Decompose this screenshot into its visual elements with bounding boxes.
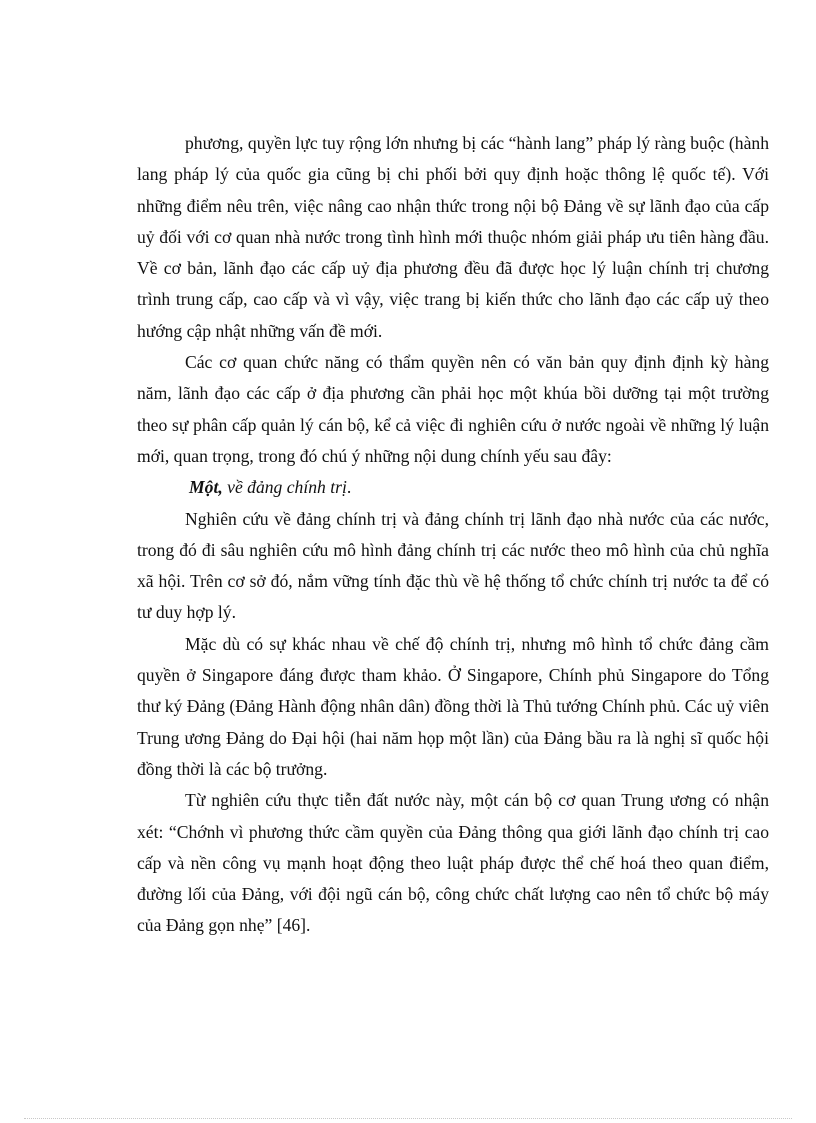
paragraph: phương, quyền lực tuy rộng lớn nhưng bị các “hành lang” pháp lý ràng buộc (hành lang pháp lý của quốc gia cũng bị chi phối bởi quy định hoặc thông lệ quốc tế). Với những điểm nêu trên, việc nâng cao nhận thức trong nội bộ Đảng về sự lãnh đạo của cấp uỷ đối với cơ quan nhà nước trong tình hình mới thuộc nhóm giải pháp ưu tiên hàng đầu. Về cơ bản, lãnh đạo các cấp uỷ địa phương đều đã được học lý luận chính trị chương trình trung cấp, cao cấp và vì vậy, việc trang bị kiến thức cho lãnh đạo các cấp uỷ theo hướng cập nhật những vấn đề mới. xyxy=(137,133,769,341)
footer-divider xyxy=(24,1118,792,1119)
section-heading xyxy=(137,472,769,503)
heading-title: về đảng chính trị xyxy=(222,477,347,498)
body-text xyxy=(137,128,769,942)
heading-number: Một, xyxy=(189,477,223,498)
paragraph: Nghiên cứu về đảng chính trị và đảng chính trị lãnh đạo nhà nước của các nước, trong đó đi sâu nghiên cứu mô hình đảng chính trị các nước theo mô hình của chủ nghĩa xã hội. Trên cơ sở đó, nắm vững tính đặc thù về hệ thống tổ chức chính trị nước ta để có tư duy hợp lý. xyxy=(137,508,769,623)
paragraph: Từ nghiên cứu thực tiễn đất nước này, một cán bộ cơ quan Trung ương có nhận xét: “Chớnh vì phương thức cầm quyền của Đảng thông qua giới lãnh đạo chính trị cao cấp và nền công vụ mạnh hoạt động theo luật pháp được thể chế hoá theo quan điểm, đường lối của Đảng, với đội ngũ cán bộ, công chức chất lượng cao nên tổ chức bộ máy của Đảng gọn nhẹ” [46]. xyxy=(137,790,769,936)
paragraph: Các cơ quan chức năng có thẩm quyền nên có văn bản quy định định kỳ hàng năm, lãnh đạo các cấp ở địa phương cần phải học một khúa bồi dưỡng tại một trường theo sự phân cấp quản lý cán bộ, kể cả việc đi nghiên cứu ở nước ngoài về những lý luận mới, quan trọng, trong đó chú ý những nội dung chính yếu sau đây: xyxy=(137,352,769,466)
paragraph: Mặc dù có sự khác nhau về chế độ chính trị, nhưng mô hình tổ chức đảng cầm quyền ở Singapore đáng được tham khảo. Ở Singapore, Chính phủ Singapore do Tổng thư ký Đảng (Đảng Hành động nhân dân) đồng thời là Thủ tướng Chính phủ. Các uỷ viên Trung ương Đảng do Đại hội (hai năm họp một lần) của Đảng bầu ra là nghị sĩ quốc hội đồng thời là các bộ trưởng. xyxy=(137,633,769,779)
heading-period: . xyxy=(346,477,352,498)
